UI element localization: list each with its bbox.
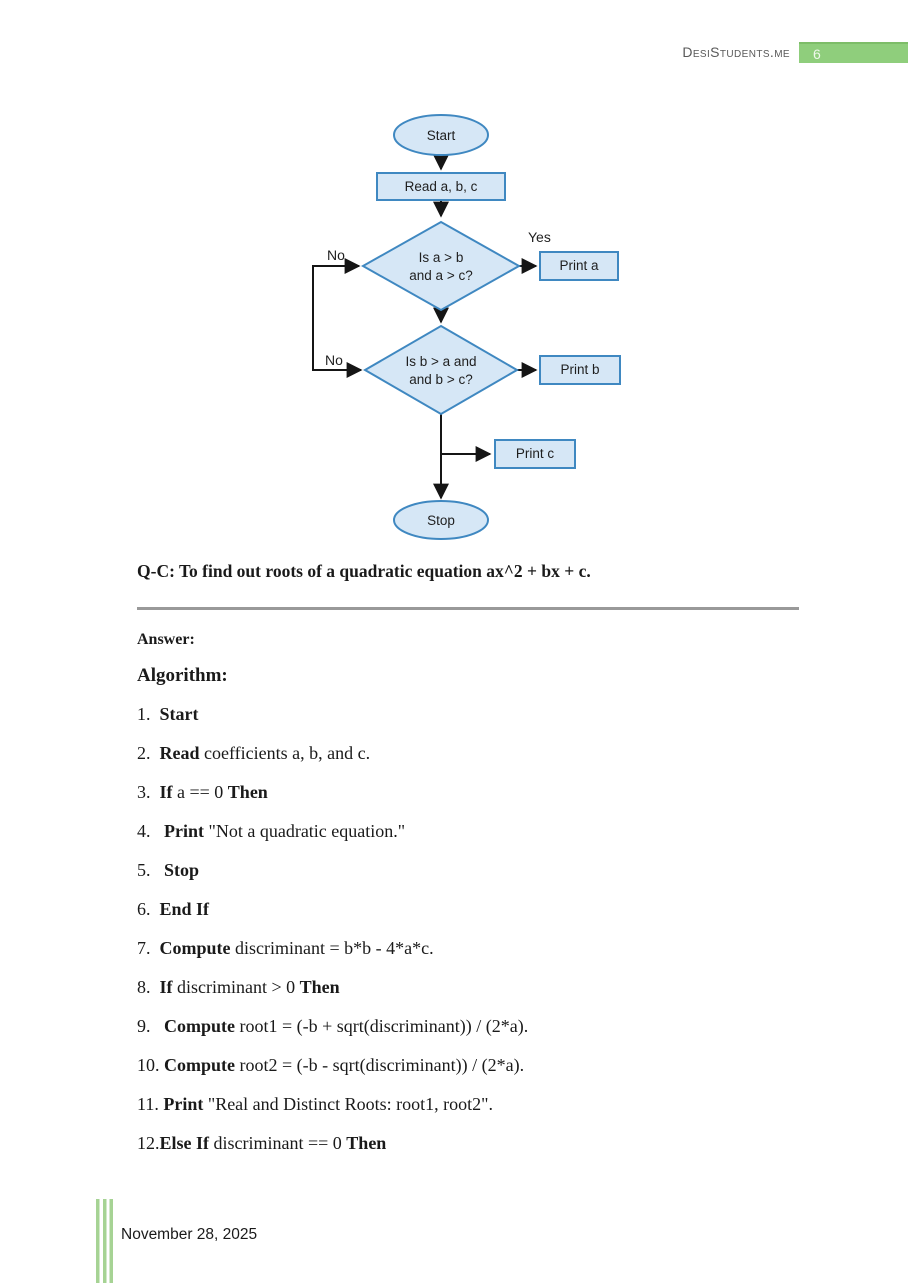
step-text-segment: Start (159, 704, 199, 724)
decision2-label-line1: Is b > a and (405, 354, 477, 369)
step-text-segment: discriminant > 0 (172, 977, 300, 997)
step-text-segment: root2 = (-b - sqrt(discriminant)) / (2*a). (235, 1055, 525, 1075)
print-c-label: Print c (515, 446, 555, 461)
site-name: DesiStudents.me (682, 44, 790, 60)
algorithm-step (137, 742, 827, 764)
read-node-label: Read a, b, c (404, 179, 478, 194)
step-text-segment: Print (164, 821, 204, 841)
print-b-label: Print b (560, 362, 600, 377)
step-text-segment: Compute (159, 938, 231, 958)
step-text-segment: coefficients a, b, and c. (199, 743, 371, 763)
step-number: 4. (137, 821, 164, 841)
step-text-segment: "Real and Distinct Roots: root1, root2". (203, 1094, 494, 1114)
step-text-segment: Stop (164, 860, 200, 880)
yes-label: Yes (528, 229, 551, 245)
algorithm-step (137, 976, 827, 998)
step-text-segment: discriminant = b*b - 4*a*c. (230, 938, 434, 958)
decision2-label-line2: and b > c? (409, 372, 473, 387)
algorithm-step (137, 820, 827, 842)
step-number: 9. (137, 1016, 164, 1036)
decision1-node (363, 222, 519, 310)
decision1-label-line1: Is a > b (418, 250, 464, 265)
flowchart-svg (290, 103, 640, 548)
algorithm-label: Algorithm: (137, 665, 228, 686)
step-text-segment: Else If (159, 1133, 209, 1153)
step-text-segment: Compute (164, 1016, 235, 1036)
algorithm-step (137, 859, 827, 881)
step-number: 5. (137, 860, 164, 880)
step-number: 12. (137, 1133, 160, 1153)
algorithm-step (137, 703, 827, 725)
step-text-segment: discriminant == 0 (209, 1133, 347, 1153)
step-number: 6. (137, 899, 160, 919)
start-node-label: Start (426, 128, 456, 143)
step-text-segment: a == 0 (172, 782, 228, 802)
step-number: 2. (137, 743, 160, 763)
algorithm-step (137, 781, 827, 803)
step-number: 1. (137, 704, 160, 724)
no-label-2: No (325, 352, 343, 368)
algorithm-step (137, 937, 827, 959)
no-label-1: No (327, 247, 345, 263)
algorithm-step (137, 898, 827, 920)
question-heading: Q-C: To find out roots of a quadratic equation ax^2 + bx + c. (137, 561, 591, 581)
algorithm-step (137, 1132, 827, 1154)
step-number: 8. (137, 977, 160, 997)
step-text-segment: Print (163, 1094, 204, 1114)
step-number: 11. (137, 1094, 164, 1114)
print-a-label: Print a (559, 258, 599, 273)
step-text-segment: Compute (164, 1055, 235, 1075)
answer-label: Answer: (137, 631, 195, 648)
algorithm-steps (137, 703, 827, 1171)
step-number: 10. (137, 1055, 164, 1075)
page-number-badge: 6 (799, 42, 908, 63)
decision2-node (365, 326, 517, 414)
step-text-segment: Then (299, 977, 340, 997)
step-text-segment: "Not a quadratic equation." (204, 821, 406, 841)
step-text-segment: Then (227, 782, 268, 802)
step-text-segment: End If (159, 899, 210, 919)
flowchart (290, 103, 640, 548)
footer-accent-lines (96, 1199, 114, 1283)
footer-date: November 28, 2025 (121, 1226, 258, 1243)
step-text-segment: Read (159, 743, 200, 763)
step-number: 7. (137, 938, 160, 958)
step-text-segment: root1 = (-b + sqrt(discriminant)) / (2*a). (235, 1016, 529, 1036)
decision1-label-line2: and a > c? (409, 268, 473, 283)
algorithm-step (137, 1015, 827, 1037)
step-number: 3. (137, 782, 160, 802)
stop-node-label: Stop (427, 513, 455, 528)
step-text-segment: If (159, 977, 173, 997)
algorithm-step (137, 1093, 827, 1115)
algorithm-step (137, 1054, 827, 1076)
step-text-segment: If (159, 782, 173, 802)
divider (137, 607, 799, 610)
step-text-segment: Then (346, 1133, 387, 1153)
